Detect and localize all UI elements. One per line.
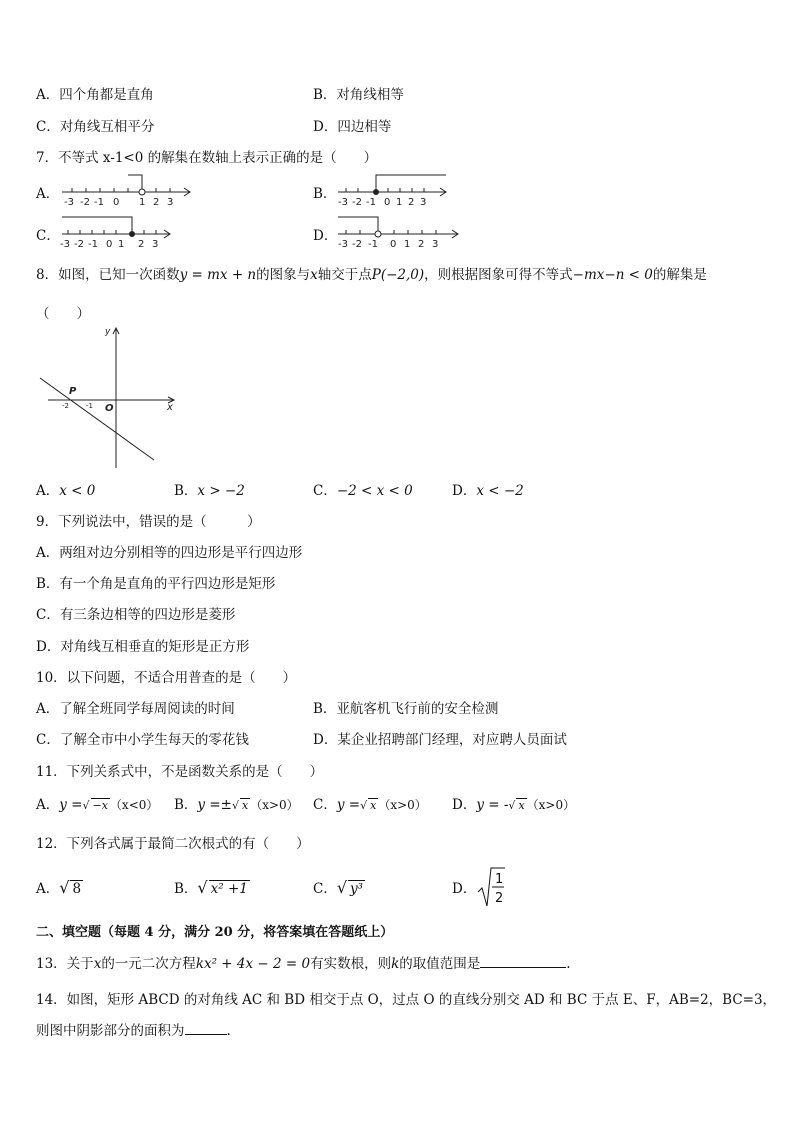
q7-d-tick: 1: [404, 239, 411, 250]
q7-b-tick: -2: [352, 197, 362, 208]
q7-b-tick: 2: [408, 197, 415, 208]
q7-a-tick: 0: [113, 197, 120, 208]
q8-inequality: −mx−n < 0: [572, 267, 653, 283]
q8-point: P(−2,0): [371, 267, 425, 283]
q11-b-label: B．: [174, 797, 198, 813]
q9-option-c: C．有三条边相等的四边形是菱形: [36, 607, 236, 623]
q8-option-c: −2 < x < 0: [336, 483, 413, 499]
q7-a-tick: -1: [94, 197, 104, 208]
q8-paren: （ ）: [36, 306, 90, 322]
q13-text: 13．关于: [36, 956, 94, 972]
q8-option-a-label: A．: [36, 483, 60, 499]
q11-c-radicand: x: [370, 799, 377, 812]
q12-d-denominator: 2: [495, 891, 504, 906]
q7-stem: 7．不等式 x-1<0 的解集在数轴上表示正确的是（ ）: [36, 150, 378, 166]
q7-c-tick: -2: [74, 239, 84, 250]
q11-c-label: C．: [313, 797, 337, 813]
q7-c-tick: 2: [138, 239, 145, 250]
q13-text: 的取值范围是: [399, 956, 481, 972]
q7-c-tick: -1: [88, 239, 98, 250]
q7-b-tick: -1: [366, 197, 376, 208]
q7-b-tick: -3: [338, 197, 348, 208]
q8-option-d: x < −2: [476, 483, 524, 499]
q11-stem: 11．下列关系式中，不是函数关系的是（ ）: [36, 764, 324, 780]
q7-c-tick: -3: [60, 239, 70, 250]
q12-stem: 12．下列各式属于最简二次根式的有（ ）: [36, 836, 310, 852]
q14-line-2: [36, 1019, 231, 1039]
q7-label-a: A．: [36, 186, 60, 202]
q7-numberline-c: [58, 214, 178, 250]
q11-a-y: y =: [59, 797, 83, 813]
q13-x: x: [93, 956, 102, 972]
q8-option-c-label: C．: [313, 483, 337, 499]
q8-option-b-wrap: [174, 479, 245, 499]
q10-option-a: A．了解全班同学每周阅读的时间: [36, 701, 235, 717]
q8-x: x: [310, 267, 318, 283]
q11-d-condition: （x>0）: [526, 798, 576, 812]
q12-c-radicand: y³: [350, 881, 364, 897]
q8-stem-text: ，则根据图象可得不等式: [424, 267, 573, 283]
q9-option-a: A．两组对边分别相等的四边形是平行四边形: [36, 545, 303, 561]
q7-a-tick: 2: [153, 197, 160, 208]
q7-d-tick: 2: [418, 239, 425, 250]
q9-option-b: B．有一个角是直角的平行四边形是矩形: [36, 576, 276, 592]
q11-b-condition: （x>0）: [250, 798, 299, 812]
q6-option-d: D．四边相等: [313, 119, 392, 135]
q12-option-a: A．√ 8: [36, 878, 82, 897]
q10-option-d: D．某企业招聘部门经理，对应聘人员面试: [313, 732, 567, 748]
q12-d-numerator: 1: [495, 872, 504, 887]
q8-option-d-wrap: [452, 479, 524, 499]
q7-label-b: B．: [313, 186, 337, 202]
q13-equation: kx² + 4x − 2 = 0: [195, 956, 311, 972]
q12-b-label: B．: [174, 881, 198, 897]
q11-option-c: C．y =√ x （x>0）: [313, 797, 427, 813]
q10-option-b: B．亚航客机飞行前的安全检测: [313, 701, 499, 717]
q7-label-d: D．: [313, 228, 338, 244]
q7-d-tick: -2: [352, 239, 362, 250]
q12-option-c: C．√ y³: [313, 878, 364, 897]
q11-c-y: y =: [336, 797, 361, 813]
q8-graph-o: O: [105, 403, 114, 414]
q8-stem-text: 的图象与: [256, 267, 311, 283]
q12-a-radicand: 8: [72, 881, 82, 897]
q10-stem: 10．以下问题，不适合用普查的是（ ）: [36, 670, 297, 686]
q7-a-tick: -3: [64, 197, 74, 208]
q8-options: [36, 479, 95, 499]
q11-a-radicand: −x: [92, 799, 108, 812]
q7-d-tick: 3: [432, 239, 439, 250]
q7-d-tick: 0: [390, 239, 397, 250]
q8-option-d-label: D．: [452, 483, 477, 499]
q8-graph-m1: -1: [86, 402, 93, 410]
q11-c-condition: （x>0）: [378, 798, 427, 812]
q7-c-tick: 3: [152, 239, 159, 250]
q7-label-c: C．: [36, 228, 60, 244]
q11-a-condition: （x<0）: [109, 798, 159, 812]
q6-option-c: C．对角线互相平分: [36, 119, 155, 135]
q12-a-label: A．: [36, 881, 60, 897]
q11-d-y: y = -: [476, 797, 509, 813]
q8-graph-m2: -2: [62, 402, 69, 410]
section-2-heading: 二、填空题（每题 4 分，满分 20 分，将答案填在答题纸上）: [36, 925, 394, 940]
q13-k: k: [391, 956, 400, 972]
q11-option-a: A．y =√ −x （x<0）: [36, 797, 159, 813]
q6-option-a: A．四个角都是直角: [36, 87, 154, 103]
q7-a-tick: 1: [139, 197, 146, 208]
q8-option-b: x > −2: [197, 483, 245, 499]
q14-period: .: [226, 1023, 231, 1039]
q11-option-d: D．y = -√ x （x>0）: [452, 797, 576, 813]
q13-text: 有实数根，则: [310, 956, 392, 972]
q11-d-radicand: x: [518, 799, 525, 812]
q7-d-tick: -3: [338, 239, 348, 250]
q13-period: .: [566, 956, 571, 972]
q11-b-y: y =±: [197, 797, 232, 813]
q6-option-b: B．对角线相等: [313, 87, 404, 103]
q12-option-b: B．√ x² +1: [174, 878, 248, 897]
q9-option-d: D．对角线互相垂直的矩形是正方形: [36, 639, 250, 655]
q8-option-c-wrap: [313, 479, 413, 499]
q8-option-b-label: B．: [174, 483, 198, 499]
q14-line-1: 14．如图，矩形 ABCD 的对角线 AC 和 BD 相交于点 O，过点 O 的直线分别交 AD 和 BC 于点 E、F，AB=2，BC=3，: [36, 992, 777, 1008]
q8-graph-y: y: [105, 327, 111, 337]
q8-function: y = mx + n: [179, 267, 257, 283]
q14-text: 则图中阴影部分的面积为: [36, 1023, 185, 1039]
q7-b-tick: 0: [384, 197, 391, 208]
q7-a-tick: -2: [80, 197, 90, 208]
q13: [36, 952, 571, 972]
q8-graph-p: P: [69, 386, 77, 397]
q7-numberline-d: [334, 214, 464, 250]
q12-b-radicand: x² +1: [210, 881, 248, 897]
q12-c-label: C．: [313, 881, 337, 897]
q7-numberline-a: [58, 172, 198, 208]
q11-option-b: B．y =±√ x （x>0）: [174, 797, 299, 813]
q8-graph: [36, 322, 186, 472]
q12-d-label: D．: [452, 881, 477, 897]
q12-d-sqrt-fraction: [476, 866, 506, 910]
q8-stem-text: 轴交于点: [317, 267, 372, 283]
q7-d-tick: -1: [368, 239, 378, 250]
q8-stem-text: 8．如图，已知一次函数: [36, 267, 180, 283]
q7-c-tick: 0: [106, 239, 113, 250]
q14-answer-blank[interactable]: [185, 1022, 227, 1035]
q9-stem: 9．下列说法中，错误的是（ ）: [36, 514, 261, 530]
q13-text: 的一元二次方程: [101, 956, 196, 972]
q7-numberline-b: [334, 172, 454, 208]
q11-a-label: A．: [36, 797, 60, 813]
q7-b-tick: 3: [420, 197, 427, 208]
q8-stem: [36, 263, 707, 283]
q8-stem-text: 的解集是: [652, 267, 707, 283]
q11-b-radicand: x: [241, 799, 249, 812]
q7-a-tick: 3: [167, 197, 174, 208]
q13-answer-blank[interactable]: [480, 955, 566, 968]
q8-graph-x: x: [167, 402, 173, 413]
q10-option-c: C．了解全市中小学生每天的零花钱: [36, 732, 249, 748]
q7-c-tick: 1: [118, 239, 125, 250]
q7-b-tick: 1: [396, 197, 403, 208]
q11-d-label: D．: [452, 797, 477, 813]
q8-option-a: x < 0: [59, 483, 96, 499]
